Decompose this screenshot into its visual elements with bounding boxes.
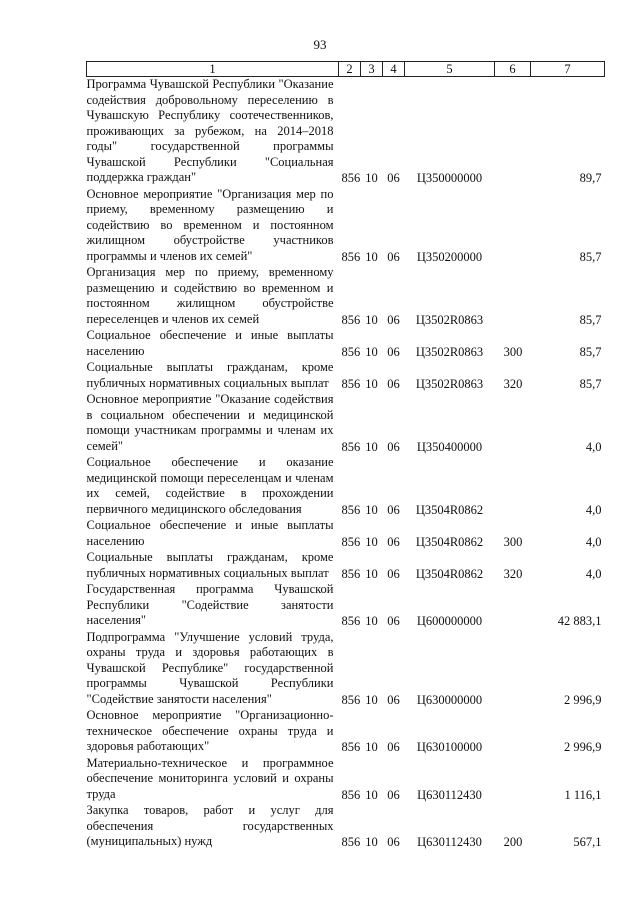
- row-target-code: Ц630112430: [417, 835, 482, 849]
- row-subsection: 06: [387, 376, 400, 391]
- row-subsection: 06: [387, 312, 400, 327]
- row-name: Социальное обеспечение и оказание медицинской помощи переселенцам и членам их семей, содействие в прохождении первичного медицинского обследования: [86, 455, 334, 516]
- row-section: 10: [365, 692, 378, 707]
- row-name: Основное мероприятие "Организация мер по приему, временному размещению и содействию во временном и постоянном жилищном обустройстве участников программы и членов их семей": [86, 186, 334, 263]
- row-expense-type: [495, 756, 531, 804]
- column-header-3: 3: [361, 62, 383, 77]
- row-name: Основное мероприятие "Организационно-техническое обеспечение охраны труда и здоровья работающих": [86, 708, 334, 753]
- row-name: Закупка товаров, работ и услуг для обеспечения государственных (муниципальных) нужд: [86, 803, 334, 848]
- row-grbs: 856: [341, 439, 361, 454]
- row-expense-type: 200: [503, 835, 523, 849]
- table-body: [87, 77, 605, 851]
- row-target-code: Ц350400000: [416, 439, 483, 454]
- row-expense-type: [495, 265, 531, 328]
- row-target-code: Ц600000000: [416, 614, 483, 628]
- table-row: [87, 803, 605, 851]
- row-section: 10: [365, 787, 378, 802]
- row-amount: 4,0: [585, 439, 602, 454]
- row-name: Основное мероприятие "Оказание содействия в социальном обеспечении и медицинской помощи участникам программы и членам их семей": [86, 392, 334, 453]
- row-section: 10: [365, 614, 378, 628]
- row-grbs: 856: [341, 249, 361, 264]
- row-target-code: Ц350200000: [416, 249, 483, 264]
- row-name: Подпрограмма "Улучшение условий труда, охраны труда и здоровья работающих в Чувашской Республике" государственной программы Чувашской Республики "Содействие занятости населения": [86, 629, 334, 706]
- budget-table: [86, 61, 605, 851]
- row-expense-type: [495, 708, 531, 756]
- row-target-code: Ц3502R0863: [415, 312, 484, 327]
- row-subsection: 06: [387, 344, 400, 359]
- row-subsection: 06: [387, 439, 400, 454]
- row-grbs: 856: [341, 692, 361, 707]
- row-name: Организация мер по приему, временному размещению и содействию во временном и постоянном жилищном обустройстве переселенцев и членов их семей: [86, 265, 334, 326]
- row-amount: 85,7: [579, 376, 602, 391]
- row-target-code: Ц630100000: [416, 740, 483, 754]
- row-expense-type: 320: [503, 376, 523, 391]
- row-section: 10: [365, 740, 378, 754]
- row-grbs: 856: [341, 835, 361, 849]
- row-name: Социальное обеспечение и иные выплаты населению: [86, 328, 334, 358]
- row-subsection: 06: [387, 566, 400, 581]
- column-header-5: 5: [405, 62, 495, 77]
- table-row: [87, 265, 605, 328]
- row-grbs: 856: [341, 740, 361, 754]
- row-expense-type: 300: [503, 534, 523, 549]
- row-section: 10: [365, 249, 378, 264]
- row-amount: 85,7: [579, 312, 602, 327]
- row-grbs: 856: [341, 376, 361, 391]
- row-section: 10: [365, 312, 378, 327]
- row-subsection: 06: [387, 502, 400, 517]
- row-expense-type: [495, 630, 531, 709]
- row-expense-type: 300: [503, 344, 523, 359]
- row-grbs: 856: [341, 171, 361, 185]
- row-name: Материально-техническое и программное обеспечение мониторинга условий и охраны труда: [86, 755, 334, 801]
- row-expense-type: [495, 77, 531, 187]
- table-row: [87, 187, 605, 266]
- row-expense-type: [495, 392, 531, 455]
- row-amount: 4,0: [585, 534, 602, 549]
- row-section: 10: [365, 171, 378, 185]
- row-grbs: 856: [341, 344, 361, 359]
- row-subsection: 06: [387, 249, 400, 264]
- table-row: [87, 328, 605, 360]
- row-section: 10: [365, 502, 378, 517]
- row-grbs: 856: [341, 312, 361, 327]
- column-header-1: 1: [87, 62, 339, 77]
- row-grbs: 856: [341, 566, 361, 581]
- column-header-2: 2: [339, 62, 361, 77]
- table-row: [87, 550, 605, 582]
- column-header-7: 7: [531, 62, 605, 77]
- row-grbs: 856: [341, 614, 361, 628]
- row-target-code: Ц3502R0863: [415, 344, 484, 359]
- column-header-4: 4: [383, 62, 405, 77]
- page-number: 93: [313, 37, 327, 52]
- table-header: [87, 62, 605, 77]
- table-row: [87, 360, 605, 392]
- row-amount: 2 996,9: [564, 692, 602, 707]
- row-target-code: Ц3504R0862: [415, 502, 484, 517]
- row-target-code: Ц3504R0862: [415, 534, 484, 549]
- row-target-code: Ц350000000: [416, 171, 483, 185]
- row-expense-type: [495, 582, 531, 630]
- row-amount: 567,1: [573, 835, 602, 849]
- row-expense-type: 320: [503, 566, 523, 581]
- row-section: 10: [365, 439, 378, 454]
- row-subsection: 06: [387, 835, 400, 849]
- row-section: 10: [365, 376, 378, 391]
- row-name: Программа Чувашской Республики "Оказание содействия добровольному переселению в Чувашскую Республику соотечественников, проживающих за рубежом, на 2014–2018 годы" государственной программы Чувашской Республики "Социальная поддержка граждан": [86, 77, 334, 184]
- row-amount: 4,0: [585, 502, 602, 517]
- row-amount: 1 116,1: [564, 787, 602, 802]
- row-amount: 2 996,9: [564, 740, 602, 754]
- table-row: [87, 518, 605, 550]
- row-target-code: Ц630112430: [417, 787, 482, 802]
- row-section: 10: [365, 566, 378, 581]
- table-row: [87, 582, 605, 630]
- row-target-code: Ц630000000: [416, 692, 483, 707]
- table-row: [87, 455, 605, 518]
- row-subsection: 06: [387, 740, 400, 754]
- row-amount: 85,7: [579, 344, 602, 359]
- table-row: [87, 392, 605, 455]
- row-section: 10: [365, 534, 378, 549]
- column-header-6: 6: [495, 62, 531, 77]
- row-name: Государственная программа Чувашской Республики "Содействие занятости населения": [86, 582, 334, 627]
- row-expense-type: [495, 455, 531, 518]
- row-name: Социальные выплаты гражданам, кроме публичных нормативных социальных выплат: [86, 550, 334, 580]
- row-amount: 4,0: [585, 566, 602, 581]
- row-target-code: Ц3504R0862: [415, 566, 484, 581]
- row-subsection: 06: [387, 787, 400, 802]
- table-row: [87, 708, 605, 756]
- row-subsection: 06: [387, 171, 400, 185]
- row-amount: 89,7: [579, 171, 602, 185]
- row-amount: 85,7: [579, 249, 602, 264]
- row-grbs: 856: [341, 534, 361, 549]
- row-subsection: 06: [387, 692, 400, 707]
- row-subsection: 06: [387, 614, 400, 628]
- row-subsection: 06: [387, 534, 400, 549]
- row-name: Социальные выплаты гражданам, кроме публичных нормативных социальных выплат: [86, 360, 334, 390]
- table-row: [87, 630, 605, 709]
- column-number-row: [87, 62, 605, 77]
- table-row: [87, 756, 605, 804]
- row-section: 10: [365, 835, 378, 849]
- row-expense-type: [495, 187, 531, 266]
- row-grbs: 856: [341, 502, 361, 517]
- table-row: [87, 77, 605, 187]
- row-section: 10: [365, 344, 378, 359]
- row-grbs: 856: [341, 787, 361, 802]
- row-amount: 42 883,1: [557, 614, 602, 628]
- row-target-code: Ц3502R0863: [415, 376, 484, 391]
- row-name: Социальное обеспечение и иные выплаты населению: [86, 518, 334, 548]
